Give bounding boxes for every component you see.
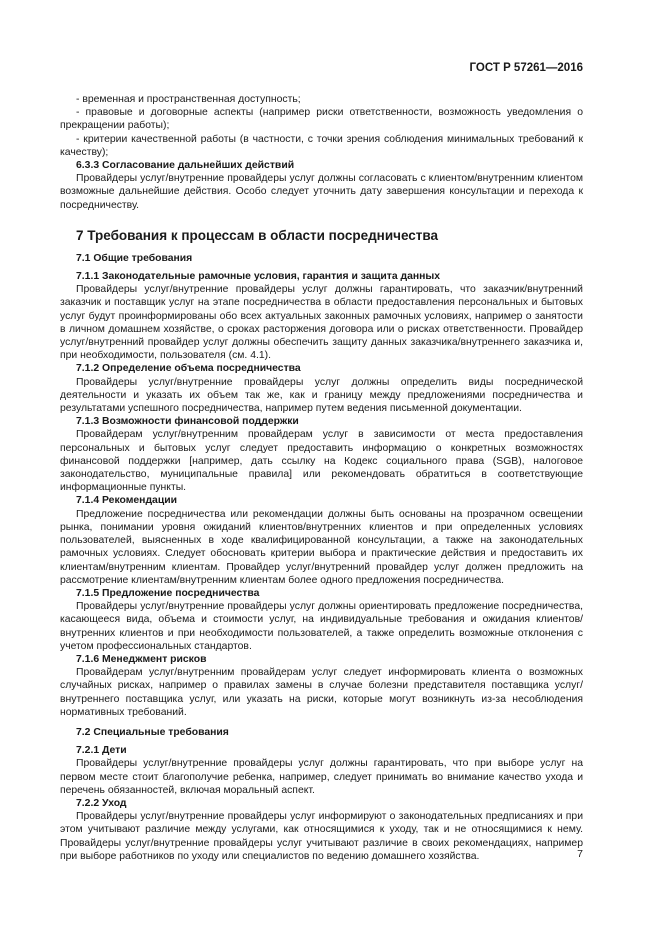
- list-item: - правовые и договорные аспекты (например риски ответственности, возможность уведомления о прекращении работы);: [60, 107, 583, 132]
- paragraph: Провайдеры услуг/внутренние провайдеры услуг должны определить виды посреднической деятельности и указать их объем так же, как и границу между предложениями посредничества и результатами успешного посредничества, например путем ведения письменной документации.: [60, 376, 583, 415]
- list-item: - временная и пространственная доступность;: [76, 94, 301, 105]
- section-heading-6-3-3: 6.3.3 Согласование дальнейших действий: [76, 160, 295, 172]
- page-content: [60, 93, 583, 863]
- paragraph: Провайдеры услуг/внутренние провайдеры услуг должны ориентировать предложение посредничества, касающееся вида, объема и стоимости услуг, на индивидуальные требования и ожидания клиентов/внутренних клиентов и при необходимости пользователей, а также определить возможные отклонения с учетом профессиональных стандартов.: [60, 601, 583, 652]
- paragraph: Провайдеры услуг/внутренние провайдеры услуг должны гарантировать, что при выборе услуг на первом месте стоит благополучие ребенка, например, следует принимать во внимание качество ухода и перечень обязанностей, включая моральный аспект.: [60, 758, 583, 796]
- section-heading-7-1-2: 7.1.2 Определение объема посредничества: [76, 363, 301, 375]
- section-heading-7-2-1: 7.2.1 Дети: [76, 745, 127, 757]
- section-heading-7-1-5: 7.1.5 Предложение посредничества: [76, 587, 260, 599]
- paragraph: Провайдерам услуг/внутренним провайдерам услуг в зависимости от места предоставления персональных и бытовых услуг следует предоставить информацию о конкретных возможностях финансовой поддержки [например, дать ссылку на Кодекс социального права (SGB), налоговое законодательство, муниципальные правила] или рекомендовать обратиться в соответствующие информационные пункты.: [60, 429, 583, 494]
- list-item: - критерии качественной работы (в частности, с точки зрения соблюдения минимальных требований к качеству);: [60, 133, 583, 158]
- paragraph: Провайдеры услуг/внутренние провайдеры услуг должны согласовать с клиентом/внутренним клиентом возможные дальнейшие действия. Особо следует уточнить дату завершения консультации и перехода к посредничеству.: [60, 173, 583, 211]
- section-heading-7-2: 7.2 Специальные требования: [76, 726, 229, 738]
- section-heading-7-1-6: 7.1.6 Менеджмент рисков: [76, 653, 207, 665]
- paragraph: Провайдерам услуг/внутренним провайдерам услуг следует информировать клиента о возможных случайных рисках, например о правилах замены в случае болезни представителя поставщика услуг/внутреннего поставщика услуг, или указать на риски, которые могут возникнуть из-за несоблюдения нормативных требований.: [60, 667, 583, 718]
- section-heading-7-1-1: 7.1.1 Законодательные рамочные условия, гарантия и защита данных: [76, 271, 441, 283]
- chapter-heading-7: 7 Требования к процессам в области посредничества: [76, 227, 439, 243]
- section-heading-7-1: 7.1 Общие требования: [76, 252, 193, 264]
- page-number: 7: [577, 848, 583, 860]
- paragraph: Предложение посредничества или рекомендации должны быть основаны на прозрачном освещении рынка, понимании уровня ожиданий клиентов/внутренних клиентов и при определенных условиях пользователей, выясненных в ходе квалифицированной консультации, а также на законодательных рамочных условиях. Следует обосновать критерии выбора и практические действия и предоставить их клиентам/внутренним клиентам. Провайдер услуг/внутренний провайдер услуг должен предложить на рассмотрение клиентам/внутренним клиентам более одного предложения посредничества.: [60, 508, 583, 586]
- section-heading-7-1-3: 7.1.3 Возможности финансовой поддержки: [76, 416, 299, 428]
- paragraph: Провайдеры услуг/внутренние провайдеры услуг информируют о законодательных предписаниях и при этом учитывают различие между услугами, как относящимися к уходу, так и не относящимися к нему. Провайдеры услуг/внутренние провайдеры услуг учитывают различие в своих рекомендациях, например при выборе работников по уходу или специалистов по ведению домашнего хозяйства.: [60, 811, 583, 862]
- section-heading-7-2-2: 7.2.2 Уход: [76, 797, 127, 809]
- document-header: ГОСТ Р 57261—2016: [469, 62, 583, 74]
- section-heading-7-1-4: 7.1.4 Рекомендации: [76, 495, 177, 507]
- paragraph: Провайдеры услуг/внутренние провайдеры услуг должны гарантировать, что заказчик/внутренний заказчик и поставщик услуг на этапе посредничества в области предоставления персональных и бытовых услуг будут проинформированы обо всех актуальных законных рамочных условиях, например о занятости в личном домашнем хозяйстве, о сроках расторжения договора или о рисках ответственности. Провайдер услуг/внутренний провайдер услуг должны обеспечить защиту данных заказчика/внутреннего заказчика и, при необходимости, пользователя (см. 4.1).: [60, 284, 583, 362]
